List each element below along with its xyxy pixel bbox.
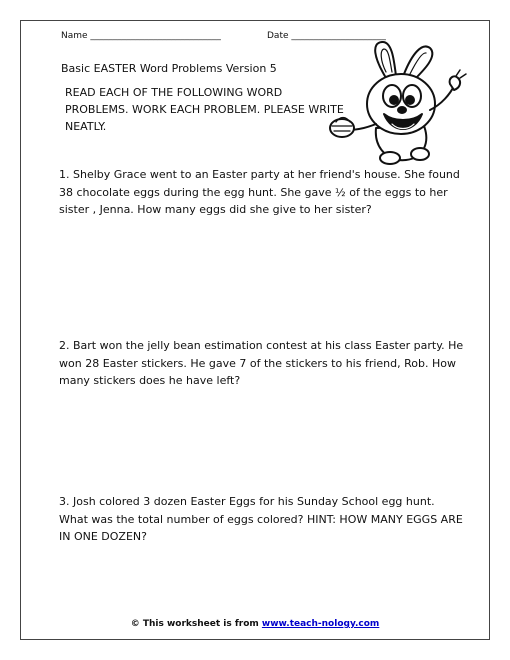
- date-field-label: Date _____________________: [267, 31, 386, 41]
- name-field-label: Name _____________________________: [61, 31, 221, 41]
- footer-credit: [0, 619, 510, 629]
- easter-bunny-icon: [326, 38, 476, 168]
- footer-prefix: © This worksheet is from: [130, 619, 262, 629]
- problem-1: 1. Shelby Grace went to an Easter party at her friend's house. She found 38 chocolate eggs during the egg hunt. She gave ½ of the eggs to her sister , Jenna. How many eggs did she give to her sister?: [59, 168, 460, 216]
- problem-2: 2. Bart won the jelly bean estimation contest at his class Easter party. He won 28 Easter stickers. He gave 7 of the stickers to his friend, Rob. How many stickers does he have left?: [59, 339, 464, 387]
- instructions-text: READ EACH OF THE FOLLOWING WORD PROBLEMS. WORK EACH PROBLEM. PLEASE WRITE NEATLY.: [65, 86, 344, 133]
- worksheet-title: Basic EASTER Word Problems Version 5: [61, 62, 277, 75]
- footer-link[interactable]: www.teach-nology.com: [261, 619, 380, 629]
- problem-3: 3. Josh colored 3 dozen Easter Eggs for his Sunday School egg hunt. What was the total number of eggs colored? HINT: HOW MANY EGGS ARE IN ONE DOZEN?: [59, 495, 463, 543]
